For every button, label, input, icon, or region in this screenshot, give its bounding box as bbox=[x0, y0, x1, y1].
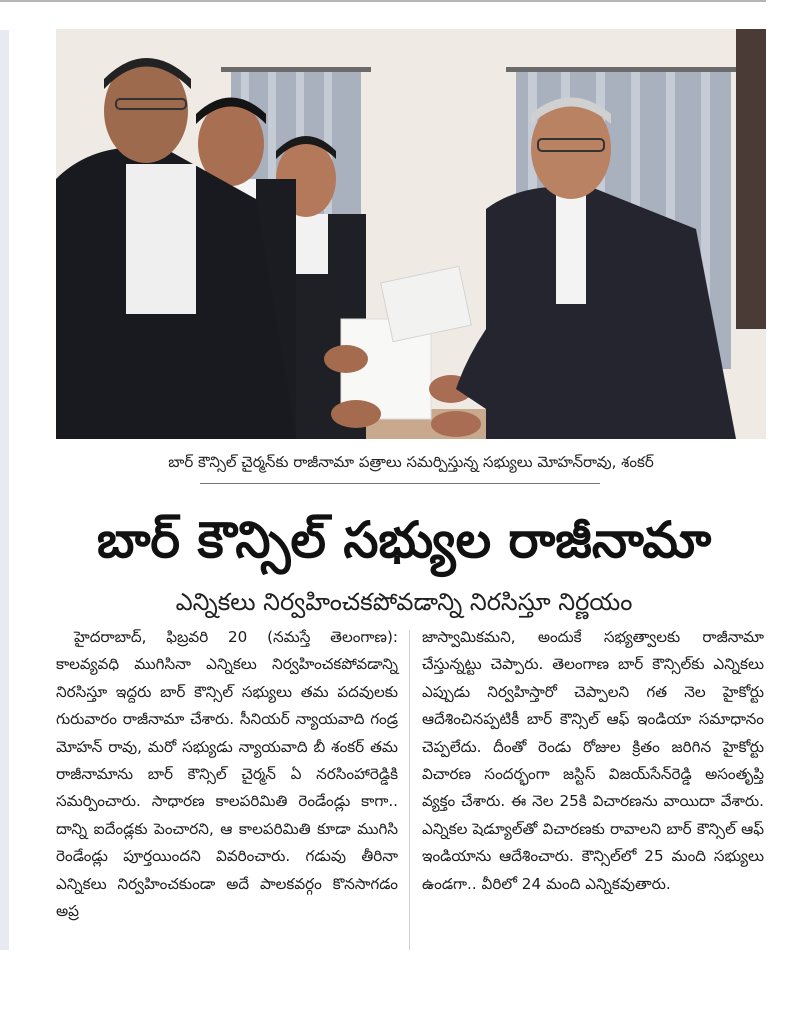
body-paragraph-right: జాస్వామికమని, అందుకే సభ్యత్వాలకు రాజీనామా చేస్తున్నట్టు చెప్పారు. తెలంగాణ బార్ కౌన్సిల్‌కు ఎన్నికలు ఎప్పుడు నిర్వహిస్తారో చెప్పాలని గత నెల హైకోర్టు ఆదేశించినప్పటికీ బార్ కౌన్సిల్ ఆఫ్ ఇండియా సమాధానం చెప్పలేదు. దీంతో రెండు రోజుల క్రితం జరిగిన హైకోర్టు విచారణ సందర్భంగా జస్టిస్ విజయ్‌సేన్‌రెడ్డి అసంతృప్తి వ్యక్తం చేశారు. ఈ నెల 25కి విచారణను వాయిదా వేశారు. ఎన్నికల షెడ్యూల్‌తో విచారణకు రావాలని బార్ కౌన్సిల్ ఆఫ్ ఇండియాను ఆదేశించారు. కౌన్సిల్‌లో 25 మంది సభ్యులు ఉండగా.. వీరిలో 24 మంది ఎన్నికవుతారు. bbox=[422, 628, 764, 893]
column-divider bbox=[409, 630, 410, 950]
article-body-column-right bbox=[422, 624, 764, 964]
caption-divider bbox=[200, 483, 600, 484]
article-headline: బార్ కౌన్సిల్ సభ్యుల రాజీనామా bbox=[96, 511, 712, 569]
page-margin-bar bbox=[0, 30, 9, 950]
photo-caption: బార్ కౌన్సిల్ చైర్మన్‌కు రాజీనామా పత్రాలు సమర్పిస్తున్న సభ్యులు మోహన్‌రావు, శంకర్ bbox=[168, 453, 654, 471]
article-body-column-left bbox=[56, 624, 398, 964]
page-top-rule bbox=[0, 0, 766, 2]
photo-door bbox=[736, 29, 766, 329]
article-subheadline: ఎన్నికలు నిర్వహించకపోవడాన్ని నిరసిస్తూ నిర్ణయం bbox=[175, 588, 633, 616]
body-paragraph-left: హైదరాబాద్, ఫిబ్రవరి 20 (నమస్తే తెలంగాణ): కాలవ్యవధి ముగిసినా ఎన్నికలు నిర్వహించకపోవడాన్ని నిరసిస్తూ ఇద్దరు బార్ కౌన్సిల్ సభ్యులు తమ పదవులకు గురువారం రాజీనామా చేశారు. సీనియర్ న్యాయవాది గండ్ర మోహన్ రావు, మరో సభ్యుడు న్యాయవాది బీ శంకర్ తమ రాజీనామాను బార్ కౌన్సిల్ చైర్మన్ ఏ నరసింహారెడ్డికి సమర్పించారు. సాధారణ కాలపరిమితి రెండేండ్లు కాగా.. దాన్ని ఐదేండ్లకు పెంచారని, ఆ కాలపరిమితి కూడా ముగిసి రెండేండ్లు పూర్తయిందని వివరించారు. గడువు తీరినా ఎన్నికలు నిర్వహించకుండా అదే పాలకవర్గం కొనసాగడం అప్ర bbox=[56, 628, 398, 921]
photo-illustration bbox=[56, 29, 766, 439]
news-photo bbox=[56, 29, 766, 439]
